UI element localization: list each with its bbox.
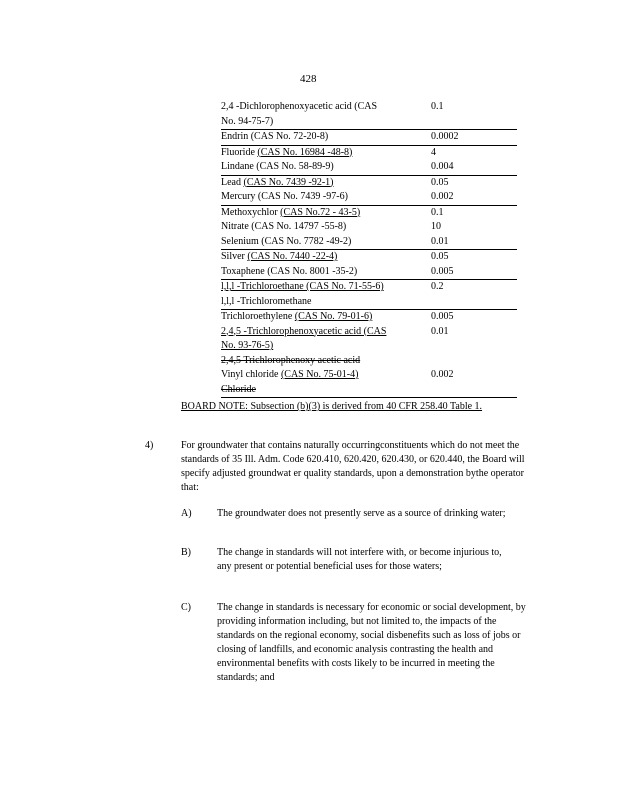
substance-text: (CAS No.72 - 43-5) — [280, 206, 361, 218]
subitem-c-label: C) — [181, 602, 191, 613]
value-cell: 4 — [431, 146, 436, 158]
value-cell: 0.004 — [431, 161, 454, 172]
board-note-text: BOARD NOTE: Subsection (b)(3) is derived from 40 CFR 258.40 Table 1. — [181, 401, 483, 412]
value-cell: 0.005 — [431, 265, 454, 277]
substance-cell — [221, 325, 428, 369]
table-row — [221, 220, 517, 235]
substance-text: (CAS No. 7439 -92-1) — [243, 176, 334, 188]
subitem-a-text: The groundwater does not presently serve as a source of drinking water; — [217, 508, 506, 519]
table-row — [221, 250, 517, 265]
substance-text: Silver — [221, 251, 248, 262]
table-row — [221, 206, 517, 221]
substance-cell — [221, 176, 428, 191]
value-cell: 0.1 — [431, 206, 444, 218]
page-number: 428 — [300, 73, 317, 85]
substance-text: l,l,l -Trichloromethane — [221, 295, 312, 307]
value-cell: 0.01 — [431, 325, 449, 337]
substance-cell — [221, 310, 428, 325]
substance-text: 2,4,5 Trichlorophenoxy acetic acid — [221, 354, 361, 366]
substance-text: Fluoride — [221, 146, 258, 158]
value-cell: 0.05 — [431, 176, 449, 188]
board-note — [181, 400, 537, 414]
substance-cell — [221, 368, 428, 397]
table-row — [221, 176, 517, 191]
substance-text: Endrin (CAS No. 72-20-8) — [221, 131, 329, 142]
item-4-text: For groundwater that contains naturally occurringconstituents which do not meet the standards of 35 Ill. Adm. Code 620.410, 620.420, 620.430, or 620.440, the Board will specify adjusted groundwat er quality standards, upon a demonstration bythe operator that: — [181, 440, 525, 493]
substance-cell — [221, 220, 428, 235]
subitem-b-text: The change in standards will not interfere with, or become injurious to, any present or potential beneficial uses for those waters; — [217, 547, 502, 572]
substance-text: Selenium (CAS No. 7782 -49-2) — [221, 235, 352, 247]
substance-cell — [221, 190, 428, 205]
value-cell: 0.005 — [431, 311, 454, 322]
table-row — [221, 190, 517, 206]
value-cell: 0.05 — [431, 251, 449, 262]
substance-text: (CAS No. 7440 -22-4) — [247, 251, 338, 262]
table-row — [221, 265, 517, 281]
value-cell: 0.2 — [431, 281, 444, 292]
substance-text: Toxaphene (CAS No. 8001 -35-2) — [221, 265, 358, 277]
table-row — [221, 235, 517, 251]
table-row — [221, 280, 517, 310]
table-row — [221, 160, 517, 176]
substance-text: Chloride — [221, 383, 256, 395]
subitem-a-label: A) — [181, 508, 192, 519]
substance-text: (CAS No. 75-01-4) — [280, 369, 359, 380]
substance-cell — [221, 235, 428, 250]
substance-text: Lindane (CAS No. 58-89-9) — [221, 161, 334, 172]
substance-text: Nitrate (CAS No. 14797 -55-8) — [221, 221, 347, 232]
substance-text: Mercury (CAS No. 7439 -97-6) — [221, 191, 348, 202]
table-row — [221, 130, 517, 146]
substance-text: No. 93-76-5) — [221, 340, 274, 351]
table-row — [221, 368, 517, 398]
value-cell: 10 — [431, 221, 441, 232]
table-row — [221, 310, 517, 325]
substance-text: l,l,l -Trichloroethane (CAS No. 71-55-6) — [221, 281, 384, 292]
value-cell: 0.002 — [431, 191, 454, 202]
table-row — [221, 325, 517, 369]
substance-cell — [221, 265, 428, 280]
value-cell: 0.002 — [431, 369, 454, 380]
table-row — [221, 100, 517, 130]
substance-cell — [221, 100, 428, 129]
substance-text: Methoxychlor — [221, 206, 281, 218]
substance-cell — [221, 146, 428, 161]
subitem-c-text: The change in standards is necessary for economic or social development, by providing information including, but not limited to, the impacts of the standards on the regional economy, social disbenefits such as loss of jobs or closing of landfills, and economic analysis contrasting the health and environmental benefits with costs likely to be incurred in meeting the standards; and — [217, 602, 526, 683]
substance-text: 2,4 -Dichlorophenoxyacetic acid (CAS — [221, 101, 378, 112]
substance-text: No. 94-75-7) — [221, 115, 274, 127]
value-cell: 0.01 — [431, 235, 449, 247]
substance-cell — [221, 160, 428, 175]
item-4-label: 4) — [145, 440, 154, 451]
substance-cell — [221, 130, 428, 145]
substance-text: Vinyl chloride — [221, 369, 281, 380]
table-row — [221, 146, 517, 161]
substance-text: Lead — [221, 176, 244, 188]
substance-text: (CAS No. 16984 -48-8) — [257, 146, 353, 158]
subitem-b-label: B) — [181, 547, 191, 558]
substance-text: 2,4,5 -Trichlorophenoxyacetic acid (CAS — [221, 325, 387, 337]
substance-cell — [221, 206, 428, 221]
substance-cell — [221, 280, 428, 309]
substance-text: Trichloroethylene — [221, 311, 295, 322]
value-cell: 0.0002 — [431, 131, 459, 142]
standards-table — [221, 100, 517, 398]
substance-text: (CAS No. 79-01-6) — [294, 311, 373, 322]
value-cell: 0.1 — [431, 101, 444, 112]
substance-cell — [221, 250, 428, 265]
